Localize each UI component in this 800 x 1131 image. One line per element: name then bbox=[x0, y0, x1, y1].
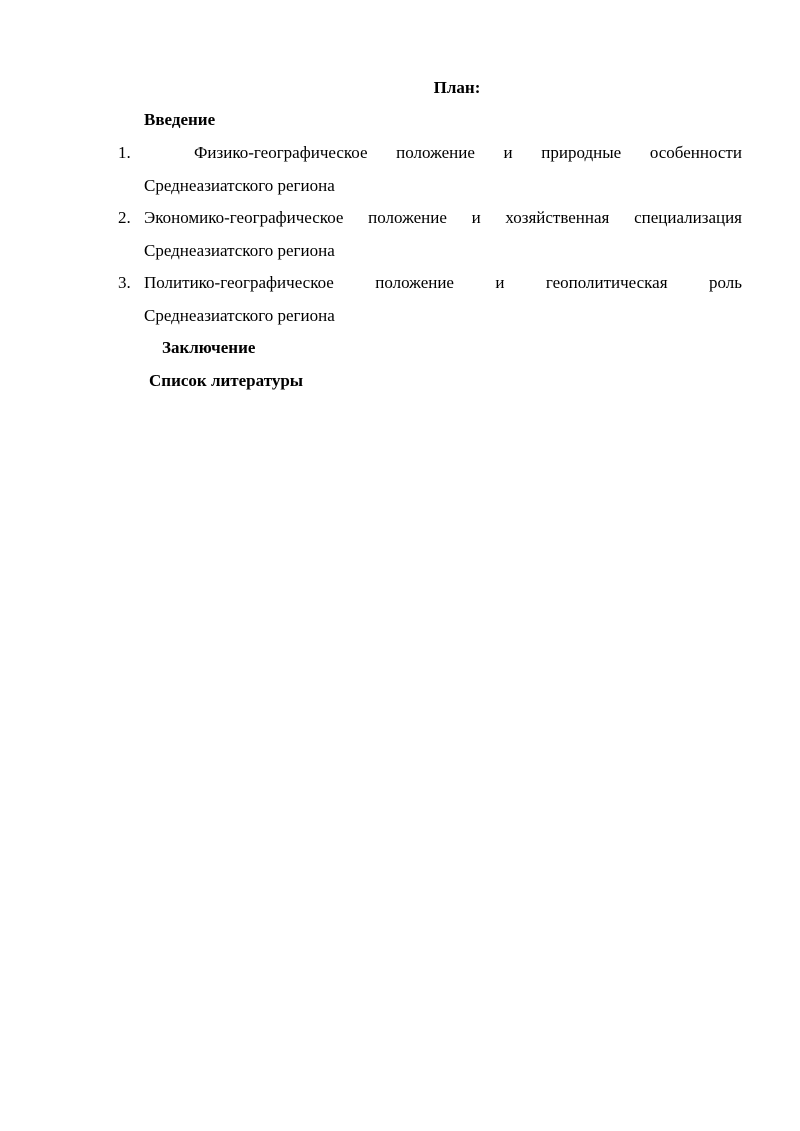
list-item-text bbox=[144, 266, 742, 332]
list-item-number: 3. bbox=[118, 273, 131, 292]
list-item-number: 2. bbox=[118, 208, 131, 227]
word: природные bbox=[541, 143, 622, 162]
word: Политико-географическое bbox=[144, 273, 334, 292]
word: хозяйственная bbox=[505, 208, 610, 227]
word: особенности bbox=[649, 143, 742, 162]
list-item-line bbox=[144, 266, 742, 299]
word: и bbox=[503, 143, 513, 162]
list-item-number: 1. bbox=[118, 143, 131, 162]
list-item-line: Среднеазиатского региона bbox=[144, 176, 335, 195]
word: Физико-географическое bbox=[194, 143, 368, 162]
conclusion-heading: Заключение bbox=[162, 338, 256, 357]
list-item-line bbox=[144, 201, 742, 234]
word: и bbox=[471, 208, 481, 227]
references-heading: Список литературы bbox=[149, 371, 304, 390]
list-item-line: Среднеазиатского региона bbox=[144, 241, 335, 260]
list-item-line bbox=[144, 136, 742, 169]
list-item-line: Среднеазиатского региона bbox=[144, 306, 335, 325]
word: положение bbox=[396, 143, 475, 162]
word: геополитическая bbox=[545, 273, 668, 292]
word: Экономико-географическое bbox=[144, 208, 344, 227]
word: положение bbox=[368, 208, 447, 227]
word: специализация bbox=[634, 208, 742, 227]
word: положение bbox=[375, 273, 454, 292]
list-item-text bbox=[144, 136, 742, 202]
plan-title: План: bbox=[433, 78, 481, 97]
list-item-text bbox=[144, 201, 742, 267]
word: и bbox=[495, 273, 505, 292]
word: роль bbox=[708, 273, 742, 292]
intro-heading: Введение bbox=[144, 110, 216, 129]
